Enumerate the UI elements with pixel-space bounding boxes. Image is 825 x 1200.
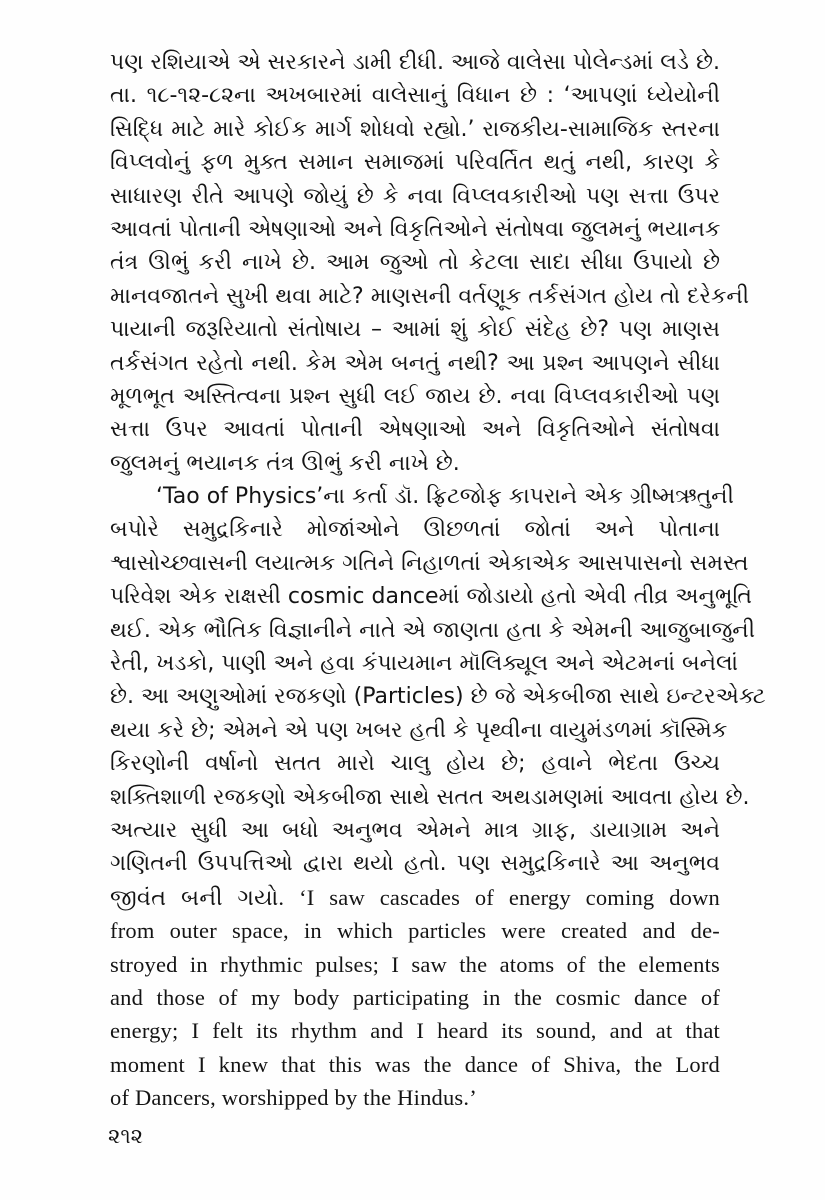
text-line: energy; I felt its rhythm and I heard its sound, and at that bbox=[110, 1018, 720, 1044]
text-line: તંત્ર ઊભું કરી નાખે છે. આમ જુઓ તો કેટલા સાદા સીધા ઉપાયો છે bbox=[110, 250, 720, 276]
text-line: શ્વાસોચ્છ્વાસની લયાત્મક ગતિને નિહાળતાં એકાએક આસપાસનો સમસ્ત bbox=[110, 550, 749, 576]
text-line: પાયાની જરૂરિયાતો સંતોષાય – આમાં શું કોઈ સંદેહ છે? પણ માણસ bbox=[110, 317, 720, 343]
text-line: માનવજાતને સુખી થવા માટે? માણસની વર્તણૂક તર્કસંગત હોય તો દરેકની bbox=[110, 283, 750, 309]
paragraph bbox=[110, 46, 750, 480]
text-line: અત્યાર સુધી આ બધો અનુભવ એમને માત્ર ગ્રાફ, ડાયાગ્રામ અને bbox=[110, 817, 720, 843]
page-number: ૨૧૨ bbox=[108, 1124, 143, 1148]
text-line: કિરણોની વર્ષાનો સતત મારો ચાલુ હોય છે; હવાને ભેદતા ઉચ્ચ bbox=[110, 751, 720, 777]
text-line: વિપ્લવોનું ફળ મુક્ત સમાન સમાજમાં પરિવર્તિત થતું નથી, કારણ કે bbox=[110, 150, 720, 176]
text-line: moment I knew that this was the dance of Shiva, the Lord bbox=[110, 1051, 720, 1077]
text-line: તા. ૧૮-૧૨-૮૨ના અખબારમાં વાલેસાનું વિધાન છે : ‘આપણાં ધ્યેયોની bbox=[110, 83, 720, 109]
text-line: છે. આ અણુઓમાં રજકણો (Particles) છે જે એકબીજા સાથે ઇન્ટરએક્ટ bbox=[110, 684, 766, 710]
text-line: થઈ. એક ભૌતિક વિજ્ઞાનીને નાતે એ જાણતા હતા કે એમની આજુબાજુની bbox=[110, 617, 755, 643]
text-line: બપોરે સમુદ્રકિનારે મોજાંઓને ઊછળતાં જોતાં અને પોતાના bbox=[110, 517, 720, 543]
text-line: આવતાં પોતાની એષણાઓ અને વિકૃતિઓને સંતોષવા જુલમનું ભયાનક bbox=[110, 216, 721, 242]
text-line: સાધારણ રીતે આપણે જોયું છે કે નવા વિપ્લવકારીઓ પણ સત્તા ઉપર bbox=[110, 183, 720, 209]
text-line: પણ રશિયાએ એ સરકારને ડામી દીધી. આજે વાલેસા પોલેન્ડમાં લડે છે. bbox=[110, 50, 720, 75]
text-line: શક્તિશાળી રજકણો એકબીજા સાથે સતત અથડામણમાં આવતા હોય છે. bbox=[110, 784, 750, 810]
text-line: રેતી, ખડકો, પાણી અને હવા કંપાયમાન મૉલિક્યૂલ અને એટમનાં બનેલાં bbox=[110, 651, 739, 677]
text-line: stroyed in rhythmic pulses; I saw the atoms of the elements bbox=[110, 951, 720, 977]
text-line: and those of my body participating in the cosmic dance of bbox=[110, 984, 720, 1010]
text-line: of Dancers, worshipped by the Hindus.’ bbox=[110, 1085, 477, 1111]
paragraph bbox=[110, 480, 766, 1114]
text-line: મૂળભૂત અસ્તિત્વના પ્રશ્ન સુધી લઈ જાય છે. નવા વિપ્લવકારીઓ પણ bbox=[110, 383, 720, 409]
text-line: from outer space, in which particles were created and de- bbox=[110, 918, 720, 944]
text-line: ‘Tao of Physics’ના કર્તા ડૉ. ફ્રિટજોફ કાપરાને એક ગ્રીષ્મઋતુની bbox=[156, 484, 734, 510]
text-line: પરિવેશ એક રાક્ષસી cosmic danceમાં જોડાયો હતો એવી તીવ્ર અનુભૂતિ bbox=[110, 584, 752, 610]
text-block bbox=[110, 46, 766, 1115]
text-line: જુલમનું ભયાનક તંત્ર ઊભું કરી નાખે છે. bbox=[110, 450, 460, 476]
text-line: જીવંત બની ગયો. ‘I saw cascades of energy coming down bbox=[110, 884, 720, 910]
text-line: તર્કસંગત રહેતો નથી. કેમ એમ બનતું નથી? આ પ્રશ્ન આપણને સીધા bbox=[110, 350, 720, 376]
text-line: ગણિતની ઉપપત્તિઓ દ્વારા થયો હતો. પણ સમુદ્રકિનારે આ અનુભવ bbox=[110, 851, 720, 877]
text-line: સત્તા ઉપર આવતાં પોતાની એષણાઓ અને વિકૃતિઓને સંતોષવા bbox=[110, 417, 720, 443]
text-line: સિદ્ધિ માટે મારે કોઈક માર્ગ શોધવો રહ્યો.’ રાજકીય-સામાજિક સ્તરના bbox=[110, 116, 720, 142]
text-line: થયા કરે છે; એમને એ પણ ખબર હતી કે પૃથ્વીના વાયુમંડળમાં કૉસ્મિક bbox=[110, 717, 728, 743]
